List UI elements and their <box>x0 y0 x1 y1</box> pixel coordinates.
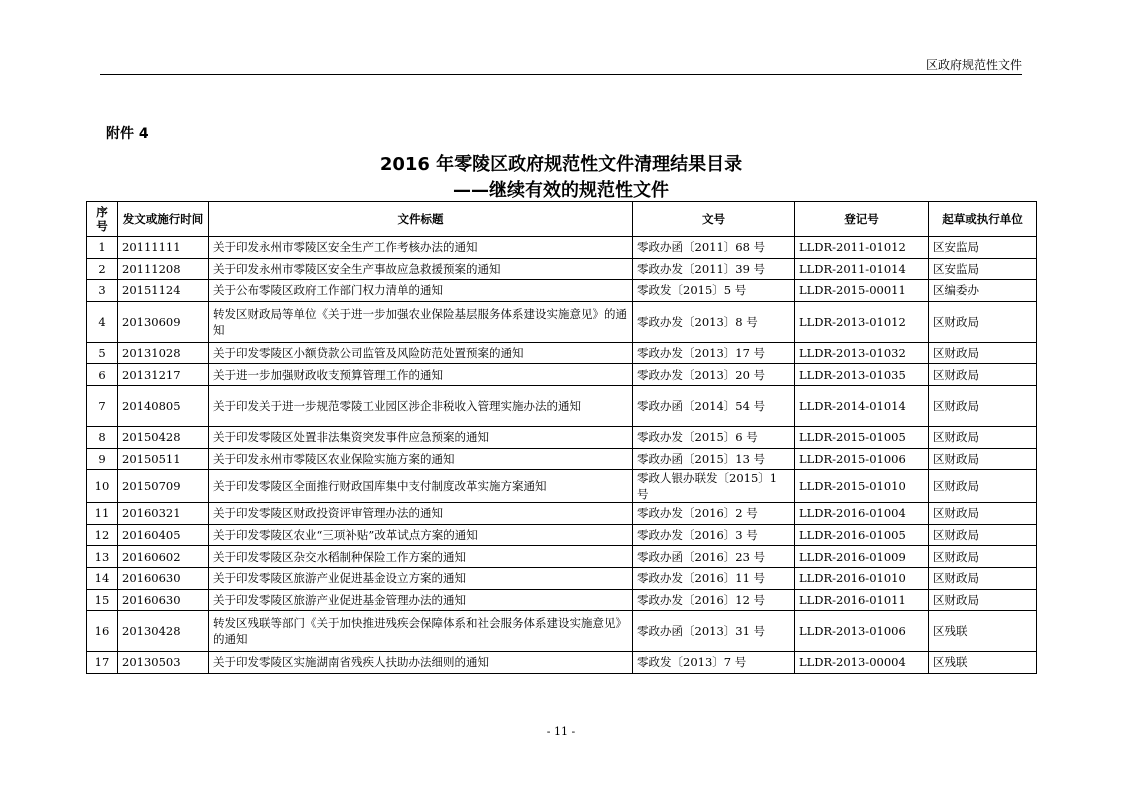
cell-title: 关于印发永州市零陵区农业保险实施方案的通知 <box>209 448 633 470</box>
table-row <box>87 524 1037 546</box>
cell-title: 关于印发永州市零陵区安全生产工作考核办法的通知 <box>209 237 633 259</box>
cell-unit: 区安监局 <box>929 237 1037 259</box>
cell-doc-no: 零政办函〔2011〕68 号 <box>633 237 795 259</box>
cell-date: 20111111 <box>118 237 209 259</box>
cell-date: 20150428 <box>118 426 209 448</box>
cell-doc-no: 零政办发〔2013〕17 号 <box>633 342 795 364</box>
cell-no: 2 <box>87 258 118 280</box>
cell-unit: 区财政局 <box>929 448 1037 470</box>
cell-date: 20111208 <box>118 258 209 280</box>
cell-unit: 区财政局 <box>929 470 1037 503</box>
cell-unit: 区财政局 <box>929 342 1037 364</box>
cell-unit: 区财政局 <box>929 503 1037 525</box>
cell-doc-no: 零政办发〔2011〕39 号 <box>633 258 795 280</box>
cell-reg-no: LLDR-2013-01032 <box>795 342 929 364</box>
cell-no: 10 <box>87 470 118 503</box>
document-subtitle: ——继续有效的规范性文件 <box>453 180 669 201</box>
cell-reg-no: LLDR-2016-01009 <box>795 546 929 568</box>
cell-doc-no: 零政办函〔2016〕23 号 <box>633 546 795 568</box>
cell-no: 6 <box>87 364 118 386</box>
cell-title: 关于印发零陵区农业“三项补贴”改革试点方案的通知 <box>209 524 633 546</box>
cell-title: 关于印发关于进一步规范零陵工业园区涉企非税收入管理实施办法的通知 <box>209 385 633 426</box>
cell-date: 20160630 <box>118 567 209 589</box>
header-text: 区政府规范性文件 <box>925 58 1022 72</box>
table-row <box>87 448 1037 470</box>
cell-doc-no: 零政办函〔2014〕54 号 <box>633 385 795 426</box>
cell-reg-no: LLDR-2014-01014 <box>795 385 929 426</box>
cell-no: 1 <box>87 237 118 259</box>
table-row <box>87 611 1037 652</box>
cell-unit: 区财政局 <box>929 385 1037 426</box>
page-number: - 11 - <box>546 725 576 738</box>
cell-title: 关于印发零陵区财政投资评审管理办法的通知 <box>209 503 633 525</box>
table-row <box>87 342 1037 364</box>
cell-date: 20151124 <box>118 280 209 302</box>
table-row <box>87 503 1037 525</box>
cell-date: 20160405 <box>118 524 209 546</box>
cell-doc-no: 零政办发〔2013〕8 号 <box>633 301 795 342</box>
cell-unit: 区残联 <box>929 652 1037 674</box>
table-row <box>87 364 1037 386</box>
cell-reg-no: LLDR-2013-01012 <box>795 301 929 342</box>
cell-title: 关于印发零陵区旅游产业促进基金管理办法的通知 <box>209 589 633 611</box>
cell-doc-no: 零政人银办联发〔2015〕1 号 <box>633 470 795 503</box>
header-date: 发文或施行时间 <box>118 202 209 237</box>
table-row <box>87 385 1037 426</box>
cell-date: 20130609 <box>118 301 209 342</box>
attachment-label: 附件 4 <box>106 126 149 142</box>
table-row <box>87 237 1037 259</box>
table-row <box>87 280 1037 302</box>
cell-title: 关于印发零陵区杂交水稻制种保险工作方案的通知 <box>209 546 633 568</box>
cell-title: 转发区残联等部门《关于加快推进残疾会保障体系和社会服务体系建设实施意见》的通知 <box>209 611 633 652</box>
table-header-row <box>87 202 1037 237</box>
cell-reg-no: LLDR-2013-01006 <box>795 611 929 652</box>
table-row <box>87 470 1037 503</box>
cell-title: 关于公布零陵区政府工作部门权力清单的通知 <box>209 280 633 302</box>
cell-unit: 区财政局 <box>929 589 1037 611</box>
cell-no: 14 <box>87 567 118 589</box>
cell-title: 关于印发零陵区处置非法集资突发事件应急预案的通知 <box>209 426 633 448</box>
cell-reg-no: LLDR-2016-01010 <box>795 567 929 589</box>
cell-no: 8 <box>87 426 118 448</box>
cell-reg-no: LLDR-2016-01011 <box>795 589 929 611</box>
table-row <box>87 546 1037 568</box>
cell-title: 关于印发零陵区小额贷款公司监管及风险防范处置预案的通知 <box>209 342 633 364</box>
cell-no: 15 <box>87 589 118 611</box>
header-reg-no: 登记号 <box>795 202 929 237</box>
cell-doc-no: 零政办发〔2016〕11 号 <box>633 567 795 589</box>
cell-no: 13 <box>87 546 118 568</box>
cell-doc-no: 零政办发〔2015〕6 号 <box>633 426 795 448</box>
cell-unit: 区残联 <box>929 611 1037 652</box>
table-row <box>87 301 1037 342</box>
cell-date: 20150709 <box>118 470 209 503</box>
cell-unit: 区财政局 <box>929 524 1037 546</box>
cell-no: 4 <box>87 301 118 342</box>
cell-reg-no: LLDR-2015-00011 <box>795 280 929 302</box>
cell-date: 20160630 <box>118 589 209 611</box>
cell-doc-no: 零政办函〔2013〕31 号 <box>633 611 795 652</box>
cell-title: 关于进一步加强财政收支预算管理工作的通知 <box>209 364 633 386</box>
cell-no: 11 <box>87 503 118 525</box>
cell-reg-no: LLDR-2015-01010 <box>795 470 929 503</box>
cell-unit: 区财政局 <box>929 426 1037 448</box>
cell-reg-no: LLDR-2016-01004 <box>795 503 929 525</box>
cell-date: 20160602 <box>118 546 209 568</box>
cell-unit: 区编委办 <box>929 280 1037 302</box>
cell-date: 20131028 <box>118 342 209 364</box>
cell-title: 关于印发零陵区全面推行财政国库集中支付制度改革实施方案通知 <box>209 470 633 503</box>
cell-title: 关于印发零陵区旅游产业促进基金设立方案的通知 <box>209 567 633 589</box>
cell-no: 7 <box>87 385 118 426</box>
cell-reg-no: LLDR-2013-01035 <box>795 364 929 386</box>
header-title: 文件标题 <box>209 202 633 237</box>
header-doc-no: 文号 <box>633 202 795 237</box>
cell-unit: 区财政局 <box>929 364 1037 386</box>
cell-no: 9 <box>87 448 118 470</box>
table-row <box>87 567 1037 589</box>
cell-unit: 区财政局 <box>929 546 1037 568</box>
cell-doc-no: 零政办发〔2016〕12 号 <box>633 589 795 611</box>
cell-doc-no: 零政办发〔2013〕20 号 <box>633 364 795 386</box>
cell-doc-no: 零政办发〔2016〕3 号 <box>633 524 795 546</box>
table-row <box>87 426 1037 448</box>
table-row <box>87 258 1037 280</box>
cell-doc-no: 零政发〔2015〕5 号 <box>633 280 795 302</box>
cell-reg-no: LLDR-2016-01005 <box>795 524 929 546</box>
cell-no: 3 <box>87 280 118 302</box>
cell-date: 20130503 <box>118 652 209 674</box>
header-rule <box>100 74 1022 75</box>
cell-no: 16 <box>87 611 118 652</box>
header-unit: 起草或执行单位 <box>929 202 1037 237</box>
table-row <box>87 589 1037 611</box>
cell-no: 12 <box>87 524 118 546</box>
cell-no: 5 <box>87 342 118 364</box>
cell-title: 关于印发永州市零陵区安全生产事故应急救援预案的通知 <box>209 258 633 280</box>
cell-title: 转发区财政局等单位《关于进一步加强农业保险基层服务体系建设实施意见》的通知 <box>209 301 633 342</box>
cell-reg-no: LLDR-2011-01012 <box>795 237 929 259</box>
cell-date: 20140805 <box>118 385 209 426</box>
cell-doc-no: 零政办发〔2016〕2 号 <box>633 503 795 525</box>
cell-unit: 区安监局 <box>929 258 1037 280</box>
cell-reg-no: LLDR-2013-00004 <box>795 652 929 674</box>
cell-reg-no: LLDR-2015-01006 <box>795 448 929 470</box>
cell-doc-no: 零政发〔2013〕7 号 <box>633 652 795 674</box>
cell-date: 20160321 <box>118 503 209 525</box>
header-no: 序号 <box>87 202 118 237</box>
cell-date: 20130428 <box>118 611 209 652</box>
cell-title: 关于印发零陵区实施湖南省残疾人扶助办法细则的通知 <box>209 652 633 674</box>
cell-reg-no: LLDR-2015-01005 <box>795 426 929 448</box>
cell-doc-no: 零政办函〔2015〕13 号 <box>633 448 795 470</box>
cell-date: 20131217 <box>118 364 209 386</box>
cell-date: 20150511 <box>118 448 209 470</box>
table-row <box>87 652 1037 674</box>
cell-reg-no: LLDR-2011-01014 <box>795 258 929 280</box>
document-title: 2016 年零陵区政府规范性文件清理结果目录 <box>379 154 743 175</box>
cell-unit: 区财政局 <box>929 567 1037 589</box>
cell-unit: 区财政局 <box>929 301 1037 342</box>
document-catalog-table <box>86 201 1037 674</box>
cell-no: 17 <box>87 652 118 674</box>
